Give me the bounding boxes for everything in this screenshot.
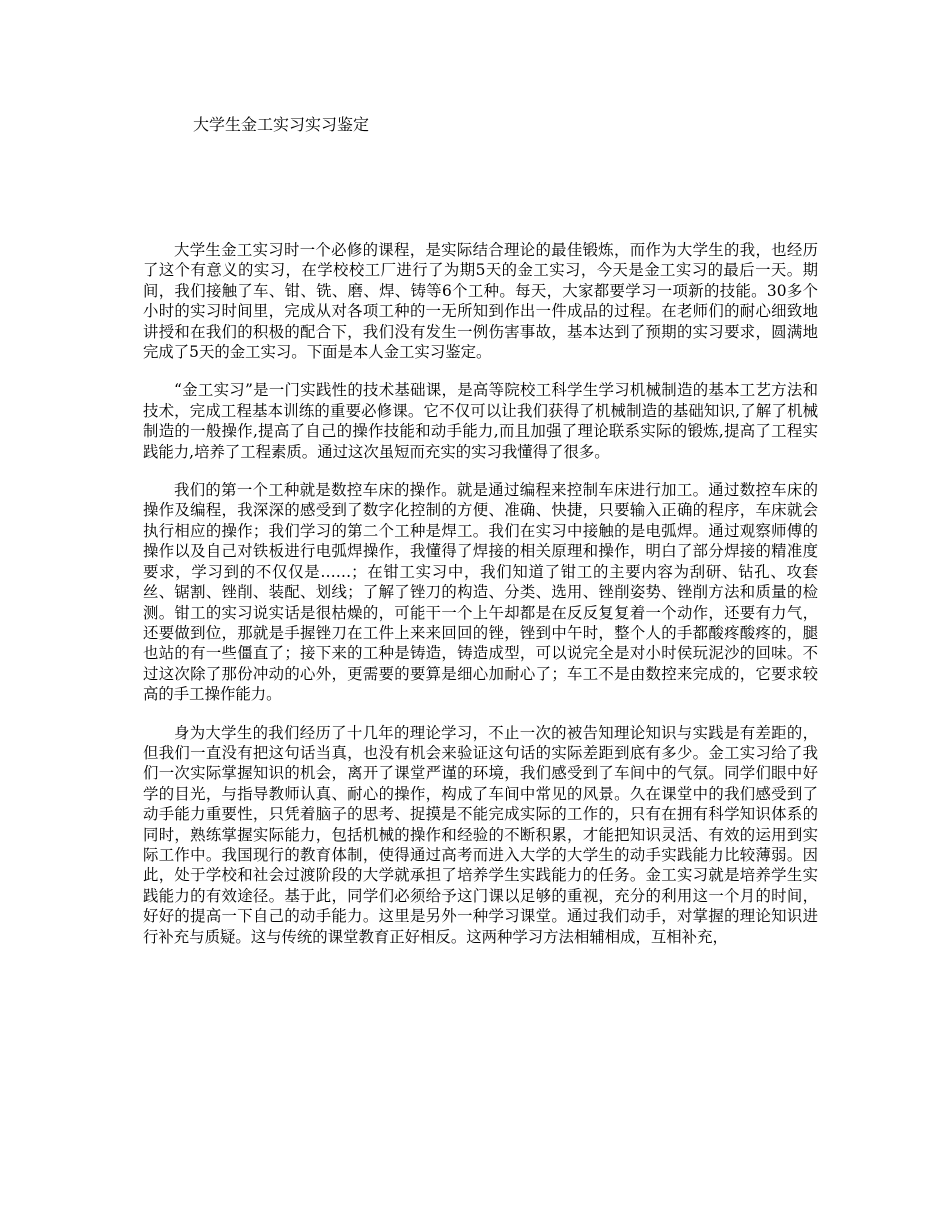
document-title: 大学生金工实习实习鉴定	[193, 115, 370, 134]
paragraph-2: “金工实习”是一门实践性的技术基础课，是高等院校工科学生学习机械制造的基本工艺方法和技术，完成工程基本训练的重要必修课。它不仅可以让我们获得了机械制造的基础知识,了解了机械制造的一般操作,提高了自己的操作技能和动手能力,而且加强了理论联系实际的锻炼,提高了工程实践能力,培养了工程素质。通过这次虽短而充实的实习我懂得了很多。	[143, 381, 818, 461]
document-body	[143, 240, 818, 965]
paragraph-1: 大学生金工实习时一个必修的课程，是实际结合理论的最佳锻炼，而作为大学生的我，也经历了这个有意义的实习，在学校校工厂进行了为期5天的金工实习，今天是金工实习的最后一天。期间，我们接触了车、钳、铣、磨、焊、铸等6个工种。每天，大家都要学习一项新的技能。30多个小时的实习时间里，完成从对各项工种的一无所知到作出一件成品的过程。在老师们的耐心细致地讲授和在我们的积极的配合下，我们没有发生一例伤害事故，基本达到了预期的实习要求，圆满地完成了5天的金工实习。下面是本人金工实习鉴定。	[143, 241, 818, 362]
paragraph-3: 我们的第一个工种就是数控车床的操作。就是通过编程来控制车床进行加工。通过数控车床的操作及编程，我深深的感受到了数字化控制的方便、准确、快捷，只要输入正确的程序，车床就会执行相应的操作；我们学习的第二个工种是焊工。我们在实习中接触的是电弧焊。通过观察师傅的操作以及自己对铁板进行电弧焊操作，我懂得了焊接的相关原理和操作，明白了部分焊接的精准度要求，学习到的不仅仅是……；在钳工实习中，我们知道了钳工的主要内容为刮研、钻孔、攻套丝、锯割、锉削、装配、划线；了解了锉刀的构造、分类、选用、锉削姿势、锉削方法和质量的检测。钳工的实习说实话是很枯燥的，可能干一个上午却都是在反反复复着一个动作，还要有力气，还要做到位，那就是手握锉刀在工件上来来回回的锉，锉到中午时，整个人的手都酸疼酸疼的，腿也站的有一些僵直了；接下来的工种是铸造，铸造成型，可以说完全是对小时侯玩泥沙的回味。不过这次除了那份冲动的心外，更需要的要算是细心加耐心了；车工不是由数控来完成的，它要求较高的手工操作能力。	[143, 481, 818, 704]
paragraph-4: 身为大学生的我们经历了十几年的理论学习，不止一次的被告知理论知识与实践是有差距的，但我们一直没有把这句话当真，也没有机会来验证这句话的实际差距到底有多少。金工实习给了我们一次实际掌握知识的机会，离开了课堂严谨的环境，我们感受到了车间中的气氛。同学们眼中好学的目光，与指导教师认真、耐心的操作，构成了车间中常见的风景。久在课堂中的我们感受到了动手能力重要性，只凭着脑子的思考、捉摸是不能完成实际的工作的，只有在拥有科学知识体系的同时，熟练掌握实际能力，包括机械的操作和经验的不断积累，才能把知识灵活、有效的运用到实际工作中。我国现行的教育体制，使得通过高考而进入大学的大学生的动手实践能力比较薄弱。因此，处于学校和社会过渡阶段的大学就承担了培养学生实践能力的任务。金工实习就是培养学生实践能力的有效途径。基于此，同学们必须给予这门课以足够的重视，充分的利用这一个月的时间，好好的提高一下自己的动手能力。这里是另外一种学习课堂。通过我们动手，对掌握的理论知识进行补充与质疑。这与传统的课堂教育正好相反。这两种学习方法相辅相成，互相补充，	[143, 723, 818, 946]
